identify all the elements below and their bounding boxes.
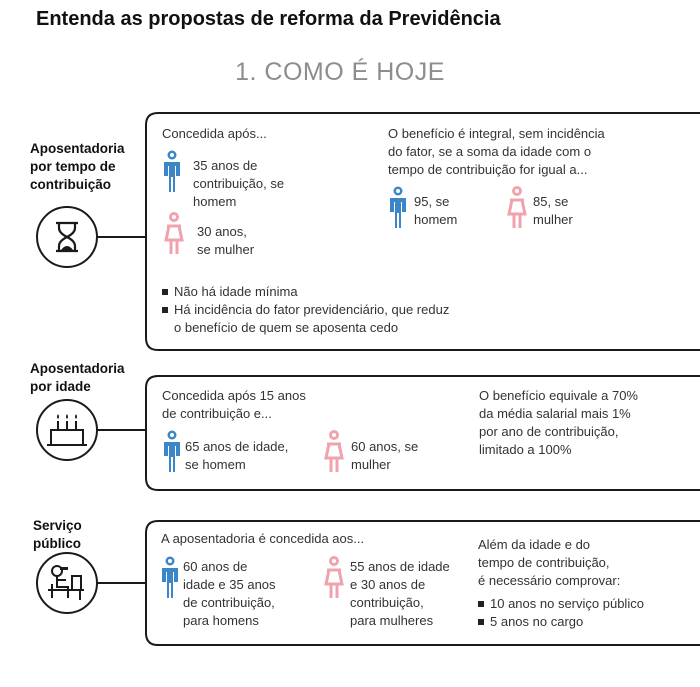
page-title: Entenda as propostas de reforma da Previdência	[36, 8, 501, 30]
male-icon	[161, 556, 179, 598]
female-icon	[323, 556, 345, 600]
male-text-tempo: 35 anos de contribuição, se homem	[193, 158, 285, 209]
intro-servico: A aposentadoria é concedida aos...	[161, 531, 365, 546]
right-text-servico: Além da idade e do tempo de contribuição, é necessário comprovar:	[478, 537, 621, 588]
male-icon	[163, 150, 181, 192]
bullets-tempo: Não há idade mínima Há incidência do fator previdenciário, que reduz o benefício de quem se aposenta cedo	[160, 283, 449, 337]
female-text-idade: 60 anos, se mulher	[351, 439, 419, 472]
list-item: 10 anos no serviço público	[476, 595, 644, 613]
male-icon	[163, 430, 181, 472]
circle-tempo	[36, 206, 98, 268]
birthday-cake-icon	[38, 401, 96, 459]
intro-idade: Concedida após 15 anos de contribuição e...	[162, 388, 306, 421]
list-item: Há incidência do fator previdenciário, que reduz	[160, 301, 449, 319]
male-text-idade: 65 anos de idade, se homem	[185, 439, 289, 472]
office-worker-icon	[38, 554, 96, 612]
female-text-tempo: 30 anos, se mulher	[197, 224, 255, 257]
right-text-tempo: O benefício é integral, sem incidência do fator, se a soma da idade com o tempo de contribuição for igual a...	[388, 126, 605, 177]
label-idade: Aposentadoria por idade	[30, 361, 125, 394]
male-icon	[389, 186, 407, 228]
female-icon	[163, 212, 185, 256]
female-text-servico: 55 anos de idade e 30 anos de contribuição, para mulheres	[350, 559, 450, 628]
circle-idade	[36, 399, 98, 461]
bullets-servico	[476, 595, 644, 631]
intro-tempo: Concedida após...	[162, 126, 267, 141]
hourglass-icon	[38, 208, 96, 266]
list-item: Não há idade mínima	[160, 283, 449, 301]
male-text-servico: 60 anos de idade e 35 anos de contribuição, para homens	[183, 559, 276, 628]
right-male-text-tempo: 95, se homem	[414, 194, 458, 227]
label-tempo: Aposentadoria por tempo de contribuição	[30, 141, 125, 192]
label-servico: Serviço público	[33, 518, 82, 551]
section-subtitle: 1. COMO É HOJE	[235, 58, 445, 86]
list-item: 5 anos no cargo	[476, 613, 644, 631]
right-text-idade: O benefício equivale a 70% da média salarial mais 1% por ano de contribuição, limitado a 100%	[479, 388, 638, 457]
right-female-text-tempo: 85, se mulher	[533, 194, 573, 227]
female-icon	[506, 186, 528, 230]
circle-servico	[36, 552, 98, 614]
female-icon	[323, 430, 345, 474]
